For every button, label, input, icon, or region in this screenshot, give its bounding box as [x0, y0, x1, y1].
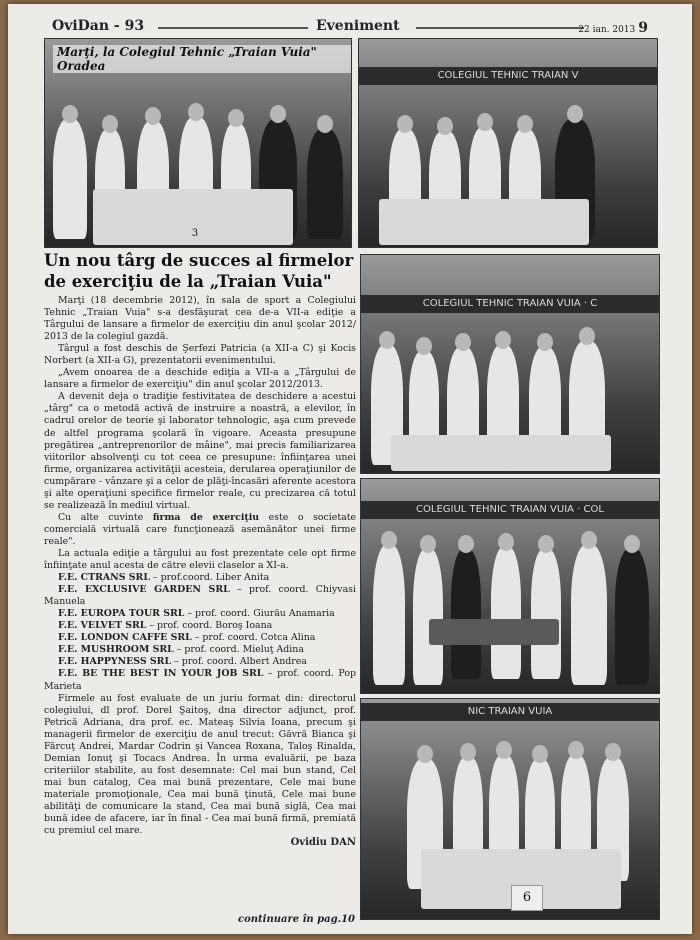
photo-scene [361, 509, 659, 693]
event-photo-1 [44, 38, 352, 248]
publication-name: OviDan - 93 [52, 18, 145, 34]
header-rule [158, 27, 308, 29]
article-paragraph: La actuala ediţie a târgului au fost prezentate cele opt firme înfiinţate anul acesta de către elevii claselor a XI-a. [44, 547, 356, 572]
event-photo-4 [360, 478, 660, 694]
firm-item: F.E. CTRANS SRL – prof.coord. Liber Anita [58, 572, 270, 584]
header-rule [416, 27, 584, 29]
page-header [8, 4, 692, 38]
photo-banner: COLEGIUL TEHNIC TRAIAN V [359, 67, 657, 85]
event-photo-5 [360, 698, 660, 920]
article-paragraph: Marţi (18 decembrie 2012), în sala de sport a Colegiului Tehnic „Traian Vuia" s-a desfăşurat cea de-a VII-a ediţie a Târgului de lansare a firmelor de exerciţiu din anul şcolar 2012/ 2013 de la colegiul gazdă. [44, 295, 356, 343]
firm-item: F.E. MUSHROOM SRL – prof. coord. Mieluţ Adina [58, 644, 304, 656]
continued-note: continuare în pag.10 [238, 914, 355, 925]
photo-banner: NIC TRAIAN VUIA [361, 703, 659, 721]
photo-banner: COLEGIUL TEHNIC TRAIAN VUIA · COL [361, 501, 659, 519]
article-paragraph: Târgul a fost deschis de Şerfezi Patricia (a XII-a C) şi Kocis Norbert (a XII-a G), prezentatorii evenimentului. [44, 343, 356, 367]
newspaper-page [8, 4, 692, 934]
article-paragraph: „Avem onoarea de a deschide ediţia a VII-a a „Târgului de lansare a firmelor de exerciţiu" din anul şcolar 2012/2013. [44, 367, 356, 391]
photo-scene [361, 729, 659, 919]
article-paragraph: Cu alte cuvinte firma de exerciţiu este o societate comercială virtuală care funcţionează asemănător unei firme reale". [44, 511, 357, 547]
article-paragraph: Firmele au fost evaluate de un juriu format din: directorul colegiului, dl prof. Dorel Şaitoş, dna director adjunct, prof. Petrică Adriana, dra prof. ec. Mateaş Silvia Ioana, precum şi managerii firmelor de exerciţiu de anul trecut: Găvră Bianca şi Fărcuţ Andrei, Mardar Codrin şi Vancea Roxana, Taloş Rinalda, Demian Ionuţ şi Tocacs Andrea. În urma evaluării, pe baza criteriilor stabilite, au fost desemnate: Cel mai bun stand, Cel mai bun catalog, Cea mai bună prezentare, Cele mai bune materiale promoţionale, Cea mai bună ţinută, Cele mai bune abilităţi de comunicare la stand, Cea mai bună siglă, Cea mai bună idee de afacere, iar în final - Cea mai bună firmă, premiată cu premiul cel mare. [44, 692, 356, 837]
issue-date: 22 ian. 2013 9 [578, 20, 648, 36]
firm-item: F.E. LONDON CAFFE SRL – prof. coord. Cotca Alina [58, 632, 316, 644]
photo-scene [45, 69, 351, 247]
article-body [44, 295, 356, 849]
photo-scene [361, 285, 659, 473]
article-title: Un nou târg de succes al firmelor de exerciţiu de la „Traian Vuia" [44, 251, 354, 291]
firm-item: F.E. VELVET SRL – prof. coord. Boroş Ioana [58, 620, 273, 632]
firm-item: F.E. EXCLUSIVE GARDEN SRL – prof. coord. Chiyvasi Manuela [44, 584, 356, 608]
event-photo-2 [358, 38, 658, 248]
photo-scene [359, 69, 657, 247]
photo-number: 3 [191, 228, 199, 239]
firm-item: F.E. HAPPYNESS SRL – prof. coord. Albert Andrea [58, 656, 307, 668]
firm-item: F.E. BE THE BEST IN YOUR JOB SRL – prof. coord. Pop Marieta [44, 668, 356, 692]
article-paragraph: A devenit deja o tradiţie festivitatea de deschidere a acestui „târg" ca o metodă activă de instruire a noastră, a elevilor, în cadrul orelor de teorie şi laborator tehnologic, aşa cum prevede de altfel programa şcolară în vigoare. Aceasta presupune pregătirea „antreprenorilor de mâine", mai precis familiarizarea viitorilor absolvenţi cu tot ceea ce presupune: înfiinţarea unei firme, organizarea activităţii acesteia, derularea operaţiunilor de cumpărare - vânzare şi a celor de plăţi-încasări aferente acestora şi alte operaţiuni specifice firmelor reale, cu precizarea că totul se realizează în mediul virtual. [44, 391, 356, 511]
photo-caption: Marţi, la Colegiul Tehnic „Traian Vuia" Oradea [53, 45, 351, 73]
photo-number: 6 [511, 885, 543, 911]
event-photo-3 [360, 254, 660, 474]
page-number: 9 [638, 20, 648, 36]
firm-item: F.E. EUROPA TOUR SRL – prof. coord. Giurău Anamaria [58, 608, 335, 620]
section-name: Eveniment [316, 18, 400, 34]
photo-banner: COLEGIUL TEHNIC TRAIAN VUIA · C [361, 295, 659, 313]
article-author: Ovidiu DAN [290, 837, 356, 849]
